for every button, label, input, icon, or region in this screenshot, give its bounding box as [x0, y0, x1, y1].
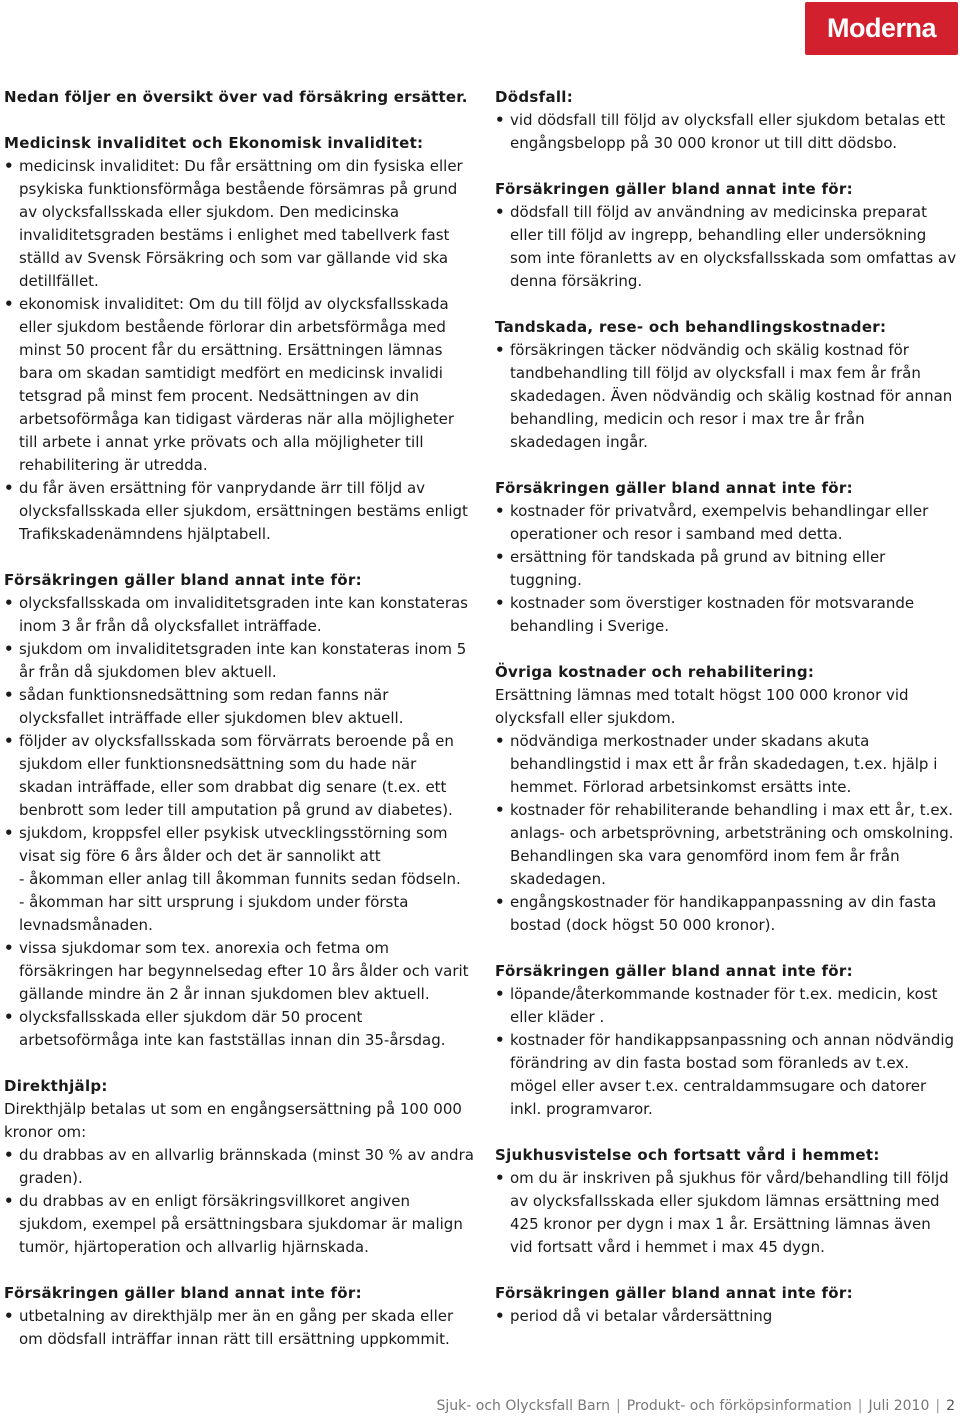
bullet-list: [495, 730, 957, 937]
list-item: • utbetalning av direkthjälp mer än en gång per skada eller om dödsfall inträffar innan rätt till ersättning uppkommit.: [4, 1305, 474, 1351]
bullet-list: [495, 339, 957, 454]
footer-separator: |: [935, 1398, 941, 1414]
list-item: • dödsfall till följd av användning av medicinska preparat eller till följd av ingrepp, behandling eller undersökning som inte föranletts av en olycksfallsskada som omfattas av denna försäkring.: [495, 201, 957, 293]
section-heading: Försäkringen gäller bland annat inte för:: [4, 1284, 362, 1302]
list-item: • du får även ersättning för vanprydande ärr till följd av olycksfallsskada eller sjukdom, ersättningen bestäms enligt Trafikskadenämndens hjälptabell.: [4, 477, 474, 546]
list-item: • sjukdom om invaliditetsgraden inte kan konstateras inom 5 år från då sjukdomen blev aktuell.: [4, 638, 474, 684]
list-item: • vissa sjukdomar som tex. anorexia och fetma om försäkringen har begynnelsedag efter 10 års ålder och varit gällande mindre än 2 år innan sjukdomen blev aktuell.: [4, 937, 474, 1006]
bullet-list: [495, 1167, 957, 1259]
list-item: • följder av olycksfallsskada som förvärrats beroende på en sjukdom eller funktionsnedsättning som du hade när skadan inträffade, eller som drabbat dig senare (t.ex. ett benbrott som leder till amputation på grund av diabetes).: [4, 730, 474, 822]
section-heading: Dödsfall:: [495, 88, 574, 106]
list-item: • löpande/återkommande kostnader för t.ex. medicin, kost eller kläder .: [495, 983, 957, 1029]
section-heading: Försäkringen gäller bland annat inte för:: [4, 571, 362, 589]
list-item: • vid dödsfall till följd av olycksfall eller sjukdom betalas ett engångsbelopp på 30 000 kronor ut till ditt dödsbo.: [495, 109, 957, 155]
section-direkthjalp: [4, 1075, 474, 1259]
page-footer: [0, 1398, 955, 1418]
bullet-list: [495, 983, 957, 1121]
list-item: • försäkringen täcker nödvändig och skälig kostnad för tandbehandling till följd av olycksfall i max fem år från skadedagen. Även nödvändig och skälig kostnad för annan behandling, medicin och resor i max tre år från skadedagen ingår.: [495, 339, 957, 454]
list-item: • kostnader som överstiger kostnaden för motsvarande behandling i Sverige.: [495, 592, 957, 638]
list-item: • sådan funktionsnedsättning som redan fanns när olycksfallet inträffade eller sjukdomen blev aktuell.: [4, 684, 474, 730]
intro-text: Nedan följer en översikt över vad försäkring ersätter.: [4, 88, 468, 106]
section-sjukhusvistelse: [495, 1144, 957, 1259]
bullet-list: [495, 500, 957, 638]
moderna-logo: Moderna: [805, 2, 958, 55]
section-ovriga-kostnader: [495, 661, 957, 937]
section-invaliditet: [4, 132, 474, 546]
section-exclusions-tandskada: [495, 477, 957, 638]
section-heading: Övriga kostnader och rehabilitering:: [495, 663, 815, 681]
footer-separator: |: [615, 1398, 621, 1414]
section-dodsfall: [495, 86, 957, 155]
right-column: [495, 86, 957, 1351]
list-item: • engångskostnader för handikappanpassning av din fasta bostad (dock högst 50 000 kronor).: [495, 891, 957, 937]
section-heading: Försäkringen gäller bland annat inte för:: [495, 180, 853, 198]
list-item: • kostnader för privatvård, exempelvis behandlingar eller operationer och resor i samband med detta.: [495, 500, 957, 546]
list-item: • period då vi betalar vårdersättning: [495, 1305, 957, 1328]
bullet-list: [495, 201, 957, 293]
list-item: • nödvändiga merkostnader under skadans akuta behandlingstid i max ett år från skadedagen, t.ex. hjälp i hemmet. Förlorad arbetsinkomst ersätts inte.: [495, 730, 957, 799]
page-number: 2: [946, 1398, 955, 1414]
section-heading: Direkthjälp:: [4, 1077, 108, 1095]
list-item: • ersättning för tandskada på grund av bitning eller tuggning.: [495, 546, 957, 592]
bullet-list: [4, 1305, 474, 1351]
section-heading: Sjukhusvistelse och fortsatt vård i hemmet:: [495, 1146, 880, 1164]
list-item: • olycksfallsskada eller sjukdom där 50 procent arbetsoförmåga inte kan fastställas innan din 35-årsdag.: [4, 1006, 474, 1052]
list-item: • kostnader för handikappsanpassning och annan nödvändig förändring av din fasta bostad som föranleds av t.ex. mögel eller avser t.ex. centraldammsugare och datorer inkl. programvaror.: [495, 1029, 957, 1121]
footer-separator: |: [857, 1398, 863, 1414]
bullet-list: [4, 155, 474, 546]
bullet-list: [4, 1144, 474, 1259]
section-heading: Medicinsk invaliditet och Ekonomisk invaliditet:: [4, 134, 424, 152]
bullet-list: [495, 1305, 957, 1328]
left-column: [4, 86, 474, 1374]
section-exclusions-dodsfall: [495, 178, 957, 293]
section-exclusions-ovriga: [495, 960, 957, 1121]
footer-document-type: Produkt- och förköpsinformation: [626, 1398, 852, 1414]
section-heading: Försäkringen gäller bland annat inte för:: [495, 962, 853, 980]
section-heading: Tandskada, rese- och behandlingskostnader:: [495, 318, 887, 336]
section-heading: Försäkringen gäller bland annat inte för:: [495, 479, 853, 497]
section-exclusions-invaliditet: [4, 569, 474, 1052]
list-item: • ekonomisk invaliditet: Om du till följd av olycksfallsskada eller sjukdom bestående förlorar din arbetsförmåga med minst 50 procent får du ersättning. Ersättningen lämnas bara om skadan samtidigt medfört en medicinsk invalidi tetsgrad på minst fem procent. Nedsättningen av din arbetsoförmåga kan tidigast värderas när alla möjligheter till arbete i annat yrke prövats och alla möjligheter till rehabilitering är utredda.: [4, 293, 474, 477]
section-tandskada: [495, 316, 957, 454]
section-exclusions-sjukhus: [495, 1282, 957, 1328]
section-intro: Ersättning lämnas med totalt högst 100 000 kronor vid olycksfall eller sjukdom.: [495, 686, 909, 727]
footer-document-title: Sjuk- och Olycksfall Barn: [436, 1398, 610, 1414]
list-item: • kostnader för rehabiliterande behandling i max ett år, t.ex. anlags- och arbetsprövning, arbetsträning och omskolning. Behandlingen ska vara genomförd inom fem år från skadedagen.: [495, 799, 957, 891]
list-item: • sjukdom, kroppsfel eller psykisk utvecklingsstörning som visat sig före 6 års ålder och det är sannolikt att - åkomman eller anlag till åkomman funnits sedan födseln. - åkomman har sitt ursprung i sjukdom under första levnadsmånaden.: [4, 822, 474, 937]
list-item: • olycksfallsskada om invaliditetsgraden inte kan konstateras inom 3 år från då olycksfallet inträffade.: [4, 592, 474, 638]
footer-date: Juli 2010: [868, 1398, 930, 1414]
list-item: • du drabbas av en allvarlig brännskada (minst 30 % av andra graden).: [4, 1144, 474, 1190]
section-intro: Direkthjälp betalas ut som en engångsersättning på 100 000 kronor om:: [4, 1100, 462, 1141]
bullet-list: [495, 109, 957, 155]
section-exclusions-direkthjalp: [4, 1282, 474, 1351]
list-item: • du drabbas av en enligt försäkringsvillkoret angiven sjukdom, exempel på ersättningsbara sjukdomar är malign tumör, hjärtoperation och allvarlig hjärnskada.: [4, 1190, 474, 1259]
list-item: • om du är inskriven på sjukhus för vård/behandling till följd av olycksfallsskada eller sjukdom lämnas ersättning med 425 kronor per dygn i max 1 år. Ersättning lämnas även vid fortsatt vård i hemmet i max 45 dygn.: [495, 1167, 957, 1259]
section-heading: Försäkringen gäller bland annat inte för:: [495, 1284, 853, 1302]
bullet-list: [4, 592, 474, 1052]
list-item: • medicinsk invaliditet: Du får ersättning om din fysiska eller psykiska funktionsförmåga bestående försämras på grund av olycksfallsskada eller sjukdom. Den medicinska invaliditetsgraden bestäms i enlighet med tabellverk fast ställd av Svensk Försäkring och som var gällande vid ska detillfället.: [4, 155, 474, 293]
